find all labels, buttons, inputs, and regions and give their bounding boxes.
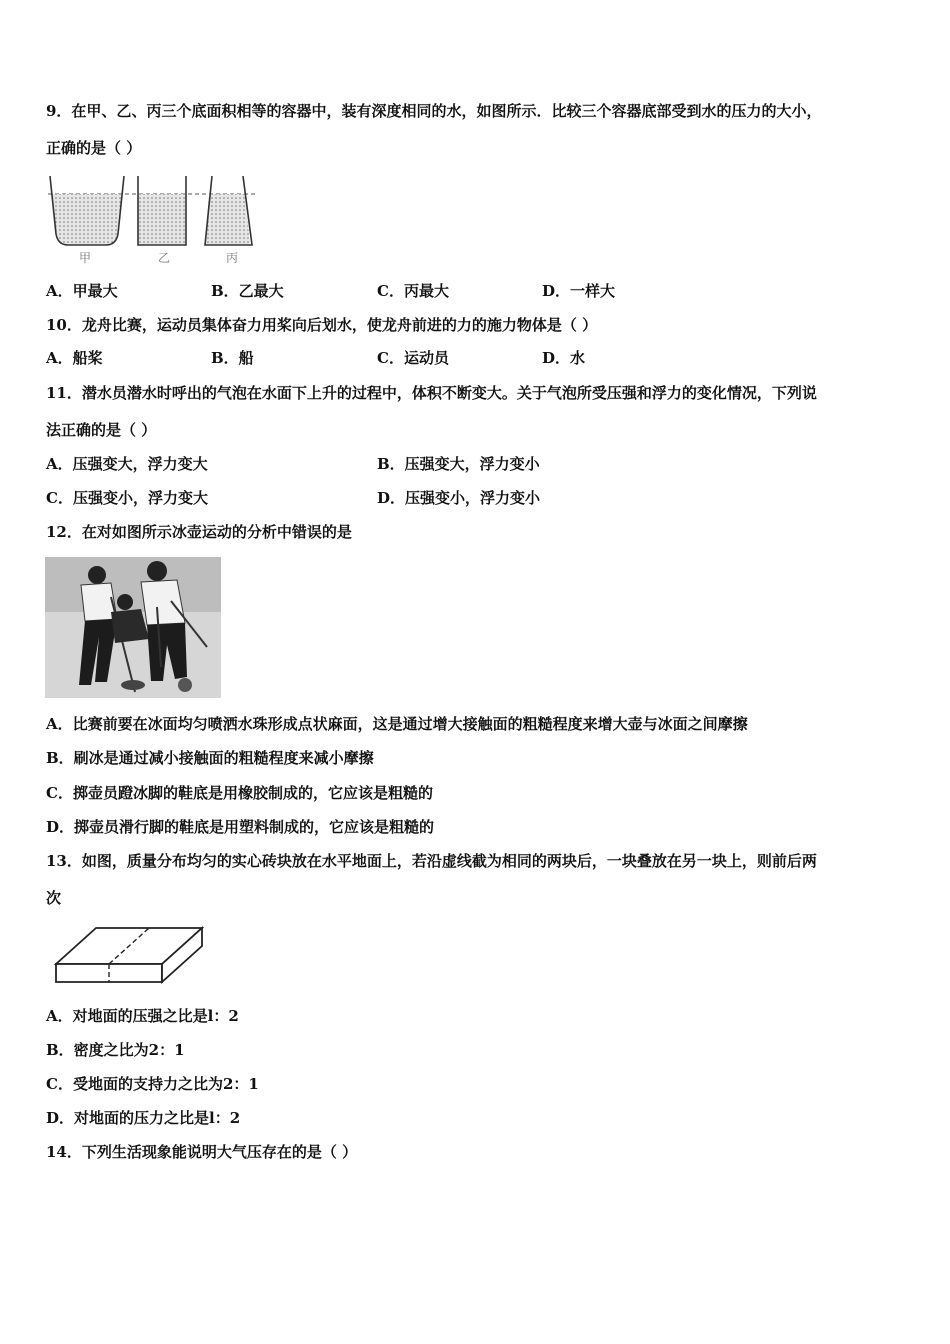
- q11-option-d[interactable]: D．压强变小，浮力变小: [377, 489, 541, 507]
- q13-brick-figure: [52, 924, 207, 988]
- q9-label-jia: 甲: [79, 251, 92, 265]
- q9-label-bing: 丙: [226, 251, 239, 265]
- q9-stem-line1: 9．在甲、乙、丙三个底面积相等的容器中，装有深度相同的水，如图所示．比较三个容器底部受到水的压力的大小，: [46, 102, 822, 120]
- q9-option-b[interactable]: B．乙最大: [211, 282, 284, 300]
- q11-stem-line2: 法正确的是（ ）: [46, 421, 157, 439]
- q10-stem: 10．龙舟比赛，运动员集体奋力用桨向后划水，使龙舟前进的力的施力物体是（ ）: [46, 316, 598, 334]
- container-jia: [52, 194, 122, 245]
- q9-label-yi: 乙: [158, 251, 171, 265]
- q10-option-b[interactable]: B．船: [211, 349, 254, 367]
- q14-stem: 14．下列生活现象能说明大气压存在的是（ ）: [46, 1143, 358, 1161]
- q12-option-d[interactable]: D．掷壶员滑行脚的鞋底是用塑料制成的，它应该是粗糙的: [46, 818, 435, 836]
- q10-option-a[interactable]: A．船桨: [46, 349, 103, 367]
- q13-stem-line1: 13．如图，质量分布均匀的实心砖块放在水平地面上，若沿虚线截为相同的两块后，一块叠放在另一块上，则前后两: [46, 852, 817, 870]
- container-bing: [205, 194, 250, 245]
- q11-option-a[interactable]: A．压强变大，浮力变大: [46, 455, 208, 473]
- q11-option-c[interactable]: C．压强变小，浮力变大: [46, 489, 208, 507]
- q12-option-c[interactable]: C．掷壶员蹬冰脚的鞋底是用橡胶制成的，它应该是粗糙的: [46, 784, 433, 802]
- q13-option-c[interactable]: C．受地面的支持力之比为2：1: [46, 1075, 259, 1093]
- q11-stem-line1: 11．潜水员潜水时呼出的气泡在水面下上升的过程中，体积不断变大。关于气泡所受压强和浮力的变化情况，下列说: [46, 384, 817, 402]
- q12-option-b[interactable]: B．刷冰是通过减小接触面的粗糙程度来减小摩擦: [46, 749, 374, 767]
- q9-option-d[interactable]: D．一样大: [542, 282, 616, 300]
- q13-option-a[interactable]: A．对地面的压强之比是l：2: [46, 1007, 239, 1025]
- q10-option-c[interactable]: C．运动员: [377, 349, 449, 367]
- q9-option-c[interactable]: C．丙最大: [377, 282, 449, 300]
- q12-stem: 12．在对如图所示冰壶运动的分析中错误的是: [46, 523, 352, 541]
- q12-option-a[interactable]: A．比赛前要在冰面均匀喷洒水珠形成点状麻面，这是通过增大接触面的粗糙程度来增大壶与冰面之间摩擦: [46, 715, 748, 733]
- q11-option-b[interactable]: B．压强变大，浮力变小: [377, 455, 540, 473]
- q10-option-d[interactable]: D．水: [542, 349, 586, 367]
- container-yi: [138, 194, 186, 245]
- q9-option-a[interactable]: A．甲最大: [46, 282, 118, 300]
- q13-option-b[interactable]: B．密度之比为2：1: [46, 1041, 185, 1059]
- q13-stem-line2: 次: [46, 889, 62, 907]
- q9-stem-line2: 正确的是（ ）: [46, 139, 142, 157]
- curling-photo: [45, 557, 221, 698]
- q13-option-d[interactable]: D．对地面的压力之比是l：2: [46, 1109, 241, 1127]
